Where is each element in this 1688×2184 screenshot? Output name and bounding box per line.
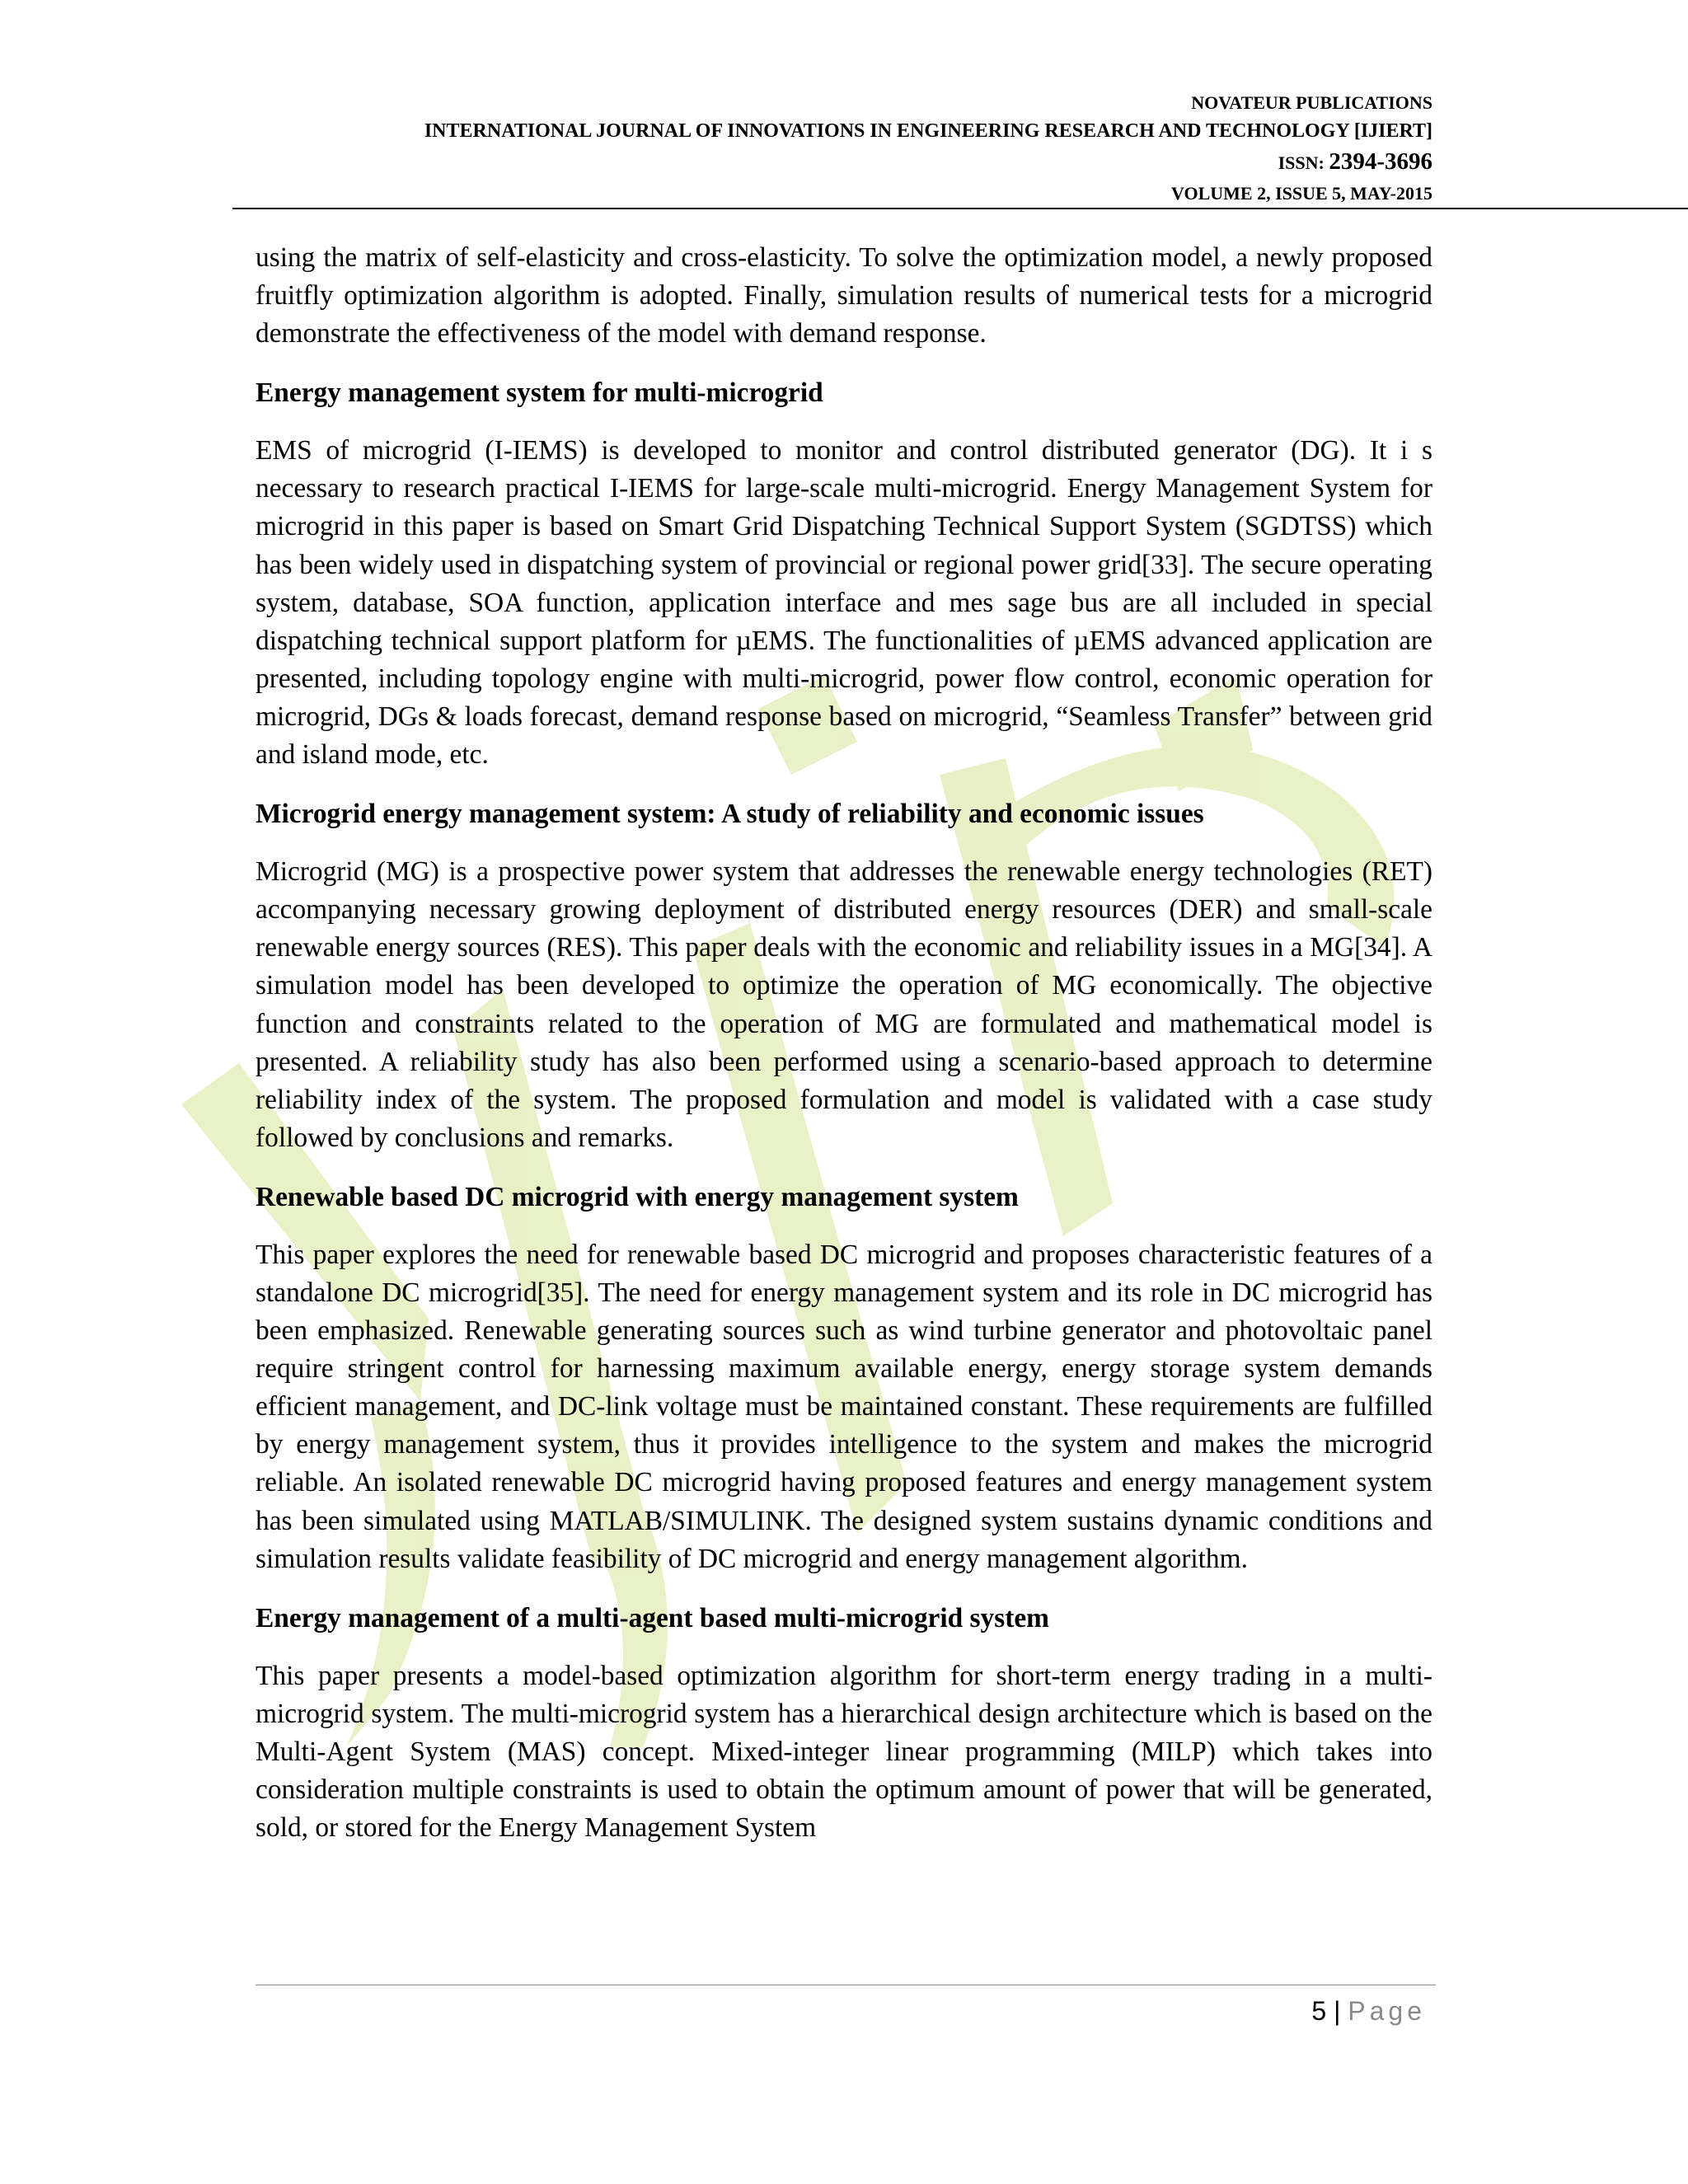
section-heading: Microgrid energy management system: A study of reliability and economic issues: [256, 799, 1204, 830]
page-label: Page: [1348, 1996, 1426, 2026]
section-paragraph: EMS of microgrid (I-IEMS) is developed to monitor and control distributed generator (DG). It i s necessary to research practical I-IEMS for large-scale multi-microgrid. Energy Management System for microgrid in this paper is based on Smart Grid Dispatching Technical Support System (SGDTSS) which has been widely used in dispatching system of provincial or regional power grid[33]. The secure operating system, database, SOA function, application interface and mes sage bus are all included in special dispatching technical support platform for µEMS. The functionalities of µEMS advanced application are presented, including topology engine with multi-microgrid, power flow control, economic operation for microgrid, DGs & loads forecast, demand response based on microgrid, “Seamless Transfer” between grid and island mode, etc.: [256, 435, 1432, 771]
issn-label: ISSN:: [1278, 152, 1329, 173]
page-footer: [1311, 1996, 1426, 2027]
article-body: [256, 239, 1432, 1868]
publisher-name: NOVATEUR PUBLICATIONS: [1191, 92, 1432, 113]
journal-title: INTERNATIONAL JOURNAL OF INNOVATIONS IN ENGINEERING RESEARCH AND TECHNOLOGY [IJIERT]: [424, 120, 1432, 142]
footer-separator: |: [1326, 1996, 1348, 2026]
issn-line: [1278, 148, 1432, 176]
section-heading: Renewable based DC microgrid with energy management system: [256, 1181, 1019, 1212]
volume-issue: VOLUME 2, ISSUE 5, MAY-2015: [1171, 183, 1432, 204]
section-heading: Energy management of a multi-agent based multi-microgrid system: [256, 1602, 1049, 1633]
continuation-paragraph: using the matrix of self-elasticity and cross-elasticity. To solve the optimization model, a newly proposed fruitfly optimization algorithm is adopted. Finally, simulation results of numerical tests for a microgrid demonstrate the effectiveness of the model with demand response.: [256, 242, 1432, 349]
section-heading: Energy management system for multi-microgrid: [256, 377, 823, 409]
section-paragraph: This paper presents a model-based optimization algorithm for short-term energy trading in a multi-microgrid system. The multi-microgrid system has a hierarchical design architecture which is based on the Multi-Agent System (MAS) concept. Mixed-integer linear programming (MILP) which takes into consideration multiple constraints is used to obtain the optimum amount of power that will be generated, sold, or stored for the Energy Management System: [256, 1660, 1432, 1844]
header-divider: [232, 208, 1688, 209]
page-number: 5: [1311, 1996, 1327, 2026]
section-paragraph: Microgrid (MG) is a prospective power system that addresses the renewable energy technologies (RET) accompanying necessary growing deployment of distributed energy resources (DER) and small-scale renewable energy sources (RES). This paper deals with the economic and reliability issues in a MG[34]. A simulation model has been developed to optimize the operation of MG economically. The objective function and constraints related to the operation of MG are formulated and mathematical model is presented. A reliability study has also been performed using a scenario-based approach to determine reliability index of the system. The proposed formulation and model is validated with a case study followed by conclusions and remarks.: [256, 856, 1432, 1153]
section-paragraph: This paper explores the need for renewable based DC microgrid and proposes characteristic features of a standalone DC microgrid[35]. The need for energy management system and its role in DC microgrid has been emphasized. Renewable generating sources such as wind turbine generator and photovoltaic panel require stringent control for harnessing maximum available energy, energy storage system demands efficient management, and DC-link voltage must be maintained constant. These requirements are fulfilled by energy management system, thus it provides intelligence to the system and makes the microgrid reliable. An isolated renewable DC microgrid having proposed features and energy management system has been simulated using MATLAB/SIMULINK. The designed system sustains dynamic conditions and simulation results validate feasibility of DC microgrid and energy management algorithm.: [256, 1239, 1432, 1574]
issn-number: 2394-3696: [1329, 148, 1432, 175]
